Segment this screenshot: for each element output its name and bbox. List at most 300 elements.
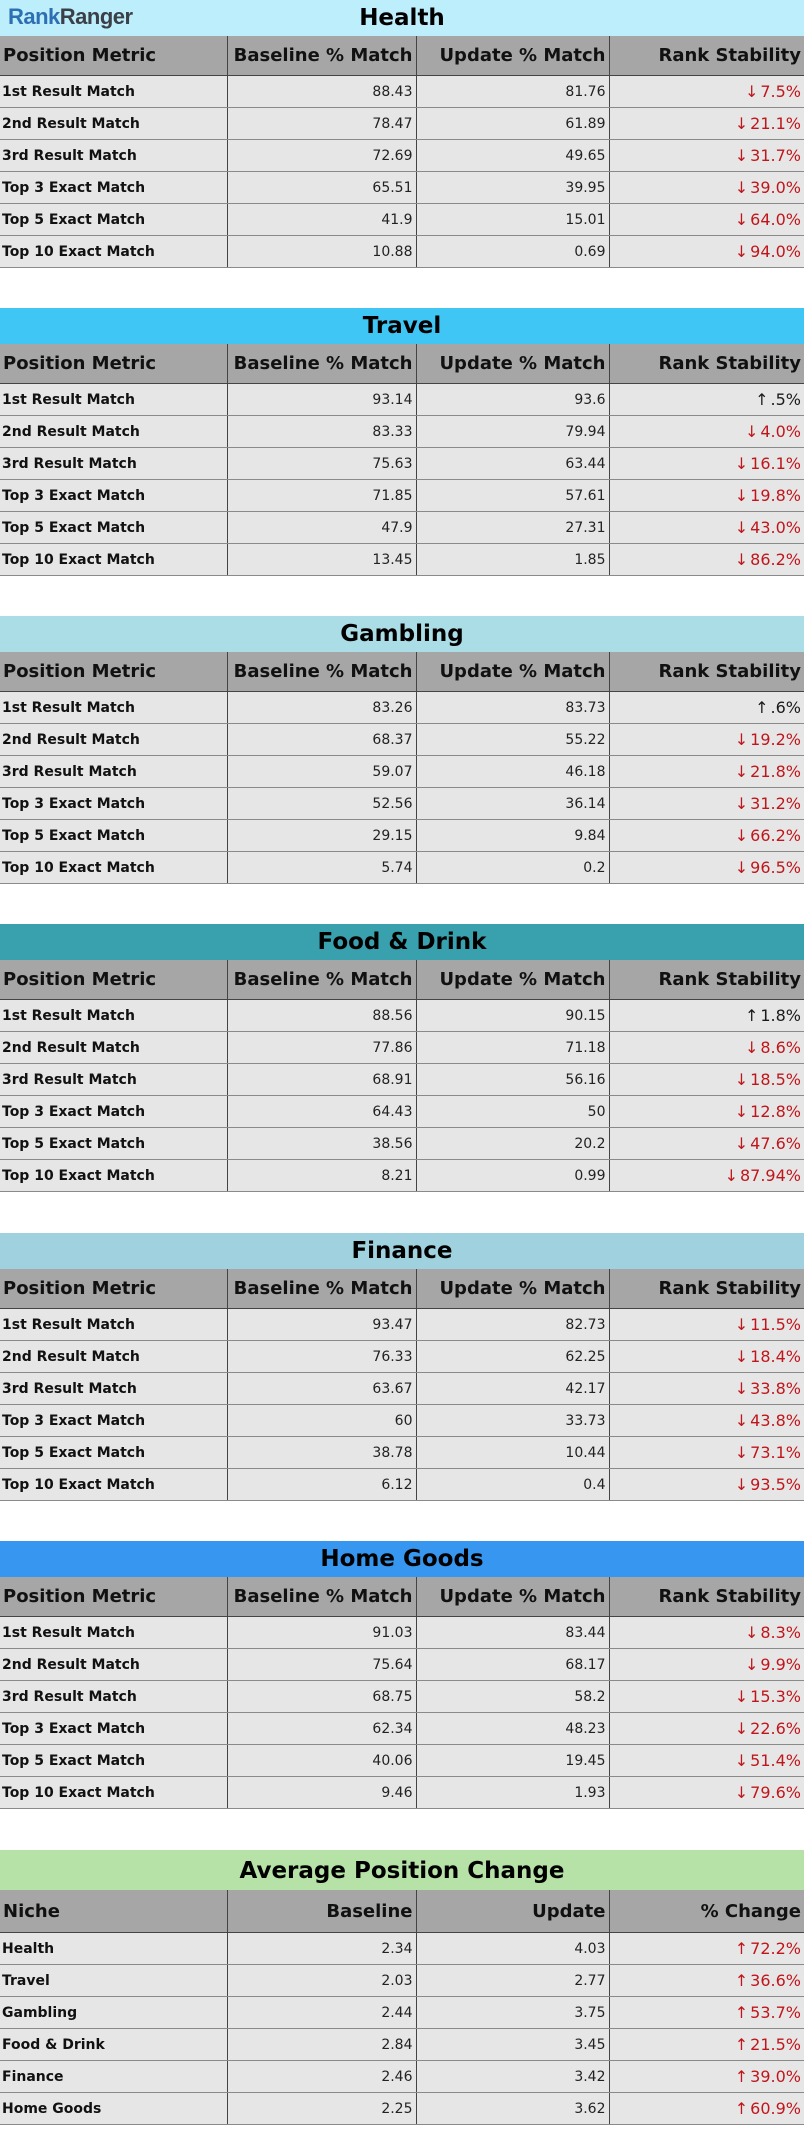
table-row	[0, 416, 804, 448]
arrow-up-icon: ↑	[734, 2067, 749, 2086]
baseline-value: 2.03	[227, 1965, 416, 1997]
update-value: 2.77	[416, 1965, 609, 1997]
rank-stability-value: 9.9%	[760, 1655, 801, 1674]
metric-name: 1st Result Match	[0, 1309, 227, 1341]
baseline-value: 10.88	[227, 236, 416, 268]
rank-stability	[609, 204, 804, 236]
rank-stability-value: 1.8%	[760, 1006, 801, 1025]
rank-stability	[609, 1777, 804, 1809]
rank-stability-value: 79.6%	[750, 1783, 801, 1802]
arrow-down-icon: ↓	[734, 1475, 749, 1494]
metric-name: 1st Result Match	[0, 384, 227, 416]
baseline-value: 5.74	[227, 852, 416, 884]
rank-stability	[609, 1617, 804, 1649]
table-row	[0, 1745, 804, 1777]
baseline-value: 72.69	[227, 140, 416, 172]
rank-stability-value: 21.1%	[750, 114, 801, 133]
arrow-down-icon: ↓	[734, 762, 749, 781]
metric-name: 3rd Result Match	[0, 1373, 227, 1405]
metric-name: Top 5 Exact Match	[0, 820, 227, 852]
baseline-value: 41.9	[227, 204, 416, 236]
metric-name: 1st Result Match	[0, 76, 227, 108]
column-header-update: Update % Match	[416, 344, 609, 384]
metrics-table	[0, 344, 804, 576]
baseline-value: 62.34	[227, 1713, 416, 1745]
baseline-value: 2.44	[227, 1997, 416, 2029]
baseline-value: 68.75	[227, 1681, 416, 1713]
table-row	[0, 724, 804, 756]
arrow-down-icon: ↓	[744, 422, 759, 441]
metric-name: 3rd Result Match	[0, 448, 227, 480]
update-value: 1.93	[416, 1777, 609, 1809]
arrow-down-icon: ↓	[744, 1038, 759, 1057]
column-header-baseline: Baseline % Match	[227, 1269, 416, 1309]
baseline-value: 59.07	[227, 756, 416, 788]
column-header-stability: Rank Stability	[609, 652, 804, 692]
update-value: 0.2	[416, 852, 609, 884]
baseline-value: 52.56	[227, 788, 416, 820]
table-row	[0, 1000, 804, 1032]
niche-name: Food & Drink	[0, 2029, 227, 2061]
niche-name: Travel	[0, 1965, 227, 1997]
column-header-update: Update	[416, 1890, 609, 1933]
column-header-metric: Position Metric	[0, 344, 227, 384]
update-value: 0.99	[416, 1160, 609, 1192]
baseline-value: 38.56	[227, 1128, 416, 1160]
table-row	[0, 1032, 804, 1064]
logo-ranger: Ranger	[59, 4, 133, 29]
arrow-down-icon: ↓	[734, 730, 749, 749]
table-row	[0, 1096, 804, 1128]
rank-stability	[609, 1373, 804, 1405]
rank-stability-value: 96.5%	[750, 858, 801, 877]
table-row	[0, 1405, 804, 1437]
table-header-row	[0, 1269, 804, 1309]
metric-name: Top 3 Exact Match	[0, 788, 227, 820]
column-header-niche: Niche	[0, 1890, 227, 1933]
rank-stability-value: 21.8%	[750, 762, 801, 781]
arrow-down-icon: ↓	[734, 1719, 749, 1738]
update-value: 1.85	[416, 544, 609, 576]
rank-stability-value: 33.8%	[750, 1379, 801, 1398]
table-row	[0, 788, 804, 820]
rank-stability	[609, 1000, 804, 1032]
baseline-value: 91.03	[227, 1617, 416, 1649]
table-header-row	[0, 960, 804, 1000]
arrow-down-icon: ↓	[744, 1623, 759, 1642]
rank-stability-value: 8.3%	[760, 1623, 801, 1642]
update-value: 61.89	[416, 108, 609, 140]
table-row	[0, 1341, 804, 1373]
arrow-down-icon: ↓	[734, 1751, 749, 1770]
update-value: 0.4	[416, 1469, 609, 1501]
section-finance	[0, 1233, 804, 1501]
rank-stability-value: 4.0%	[760, 422, 801, 441]
arrow-down-icon: ↓	[744, 82, 759, 101]
rank-stability-value: 39.0%	[750, 178, 801, 197]
rank-stability-value: 15.3%	[750, 1687, 801, 1706]
column-header-stability: Rank Stability	[609, 960, 804, 1000]
rank-stability	[609, 692, 804, 724]
metric-name: Top 10 Exact Match	[0, 1160, 227, 1192]
arrow-up-icon: ↑	[734, 1971, 749, 1990]
arrow-down-icon: ↓	[734, 518, 749, 537]
update-value: 56.16	[416, 1064, 609, 1096]
update-value: 46.18	[416, 756, 609, 788]
rank-stability	[609, 384, 804, 416]
baseline-value: 6.12	[227, 1469, 416, 1501]
percent-change-value: 53.7%	[750, 2003, 801, 2022]
table-row	[0, 108, 804, 140]
metric-name: 1st Result Match	[0, 692, 227, 724]
update-value: 19.45	[416, 1745, 609, 1777]
baseline-value: 93.14	[227, 384, 416, 416]
arrow-down-icon: ↓	[734, 1379, 749, 1398]
update-value: 3.45	[416, 2029, 609, 2061]
table-row	[0, 692, 804, 724]
arrow-up-icon: ↑	[734, 2003, 749, 2022]
update-value: 90.15	[416, 1000, 609, 1032]
table-row	[0, 512, 804, 544]
baseline-value: 71.85	[227, 480, 416, 512]
metrics-table	[0, 1269, 804, 1501]
table-header-row	[0, 344, 804, 384]
update-value: 57.61	[416, 480, 609, 512]
section-food_drink	[0, 924, 804, 1192]
rank-stability-value: 31.2%	[750, 794, 801, 813]
table-row	[0, 1437, 804, 1469]
rank-stability	[609, 1309, 804, 1341]
table-row	[0, 236, 804, 268]
baseline-value: 2.25	[227, 2093, 416, 2125]
arrow-up-icon: ↑	[734, 1939, 749, 1958]
percent-change	[609, 2029, 804, 2061]
metric-name: Top 10 Exact Match	[0, 544, 227, 576]
update-value: 20.2	[416, 1128, 609, 1160]
arrow-down-icon: ↓	[734, 178, 749, 197]
baseline-value: 2.46	[227, 2061, 416, 2093]
metric-name: Top 10 Exact Match	[0, 1469, 227, 1501]
logo	[8, 0, 133, 36]
update-value: 48.23	[416, 1713, 609, 1745]
table-row	[0, 1617, 804, 1649]
table-row	[0, 172, 804, 204]
column-header-baseline: Baseline % Match	[227, 344, 416, 384]
rank-stability-value: 18.5%	[750, 1070, 801, 1089]
table-row	[0, 1064, 804, 1096]
percent-change	[609, 1933, 804, 1965]
table-row	[0, 1933, 804, 1965]
rank-stability	[609, 1160, 804, 1192]
rank-stability	[609, 1437, 804, 1469]
metrics-table	[0, 1577, 804, 1809]
arrow-down-icon: ↓	[734, 550, 749, 569]
metric-name: 3rd Result Match	[0, 756, 227, 788]
update-value: 93.6	[416, 384, 609, 416]
metric-name: Top 10 Exact Match	[0, 852, 227, 884]
table-row	[0, 1373, 804, 1405]
column-header-update: Update % Match	[416, 960, 609, 1000]
update-value: 9.84	[416, 820, 609, 852]
arrow-down-icon: ↓	[724, 1166, 738, 1185]
rank-stability	[609, 448, 804, 480]
baseline-value: 75.63	[227, 448, 416, 480]
baseline-value: 77.86	[227, 1032, 416, 1064]
baseline-value: 40.06	[227, 1745, 416, 1777]
rank-stability	[609, 1649, 804, 1681]
arrow-down-icon: ↓	[734, 858, 749, 877]
table-row	[0, 448, 804, 480]
rank-stability	[609, 852, 804, 884]
table-header-row	[0, 652, 804, 692]
rank-stability-value: 87.94%	[739, 1166, 801, 1185]
rank-stability	[609, 1405, 804, 1437]
baseline-value: 93.47	[227, 1309, 416, 1341]
column-header-metric: Position Metric	[0, 652, 227, 692]
percent-change-value: 60.9%	[750, 2099, 801, 2118]
baseline-value: 2.34	[227, 1933, 416, 1965]
rank-stability-value: 66.2%	[750, 826, 801, 845]
update-value: 10.44	[416, 1437, 609, 1469]
update-value: 0.69	[416, 236, 609, 268]
column-header-stability: Rank Stability	[609, 36, 804, 76]
metric-name: Top 10 Exact Match	[0, 1777, 227, 1809]
update-value: 49.65	[416, 140, 609, 172]
arrow-down-icon: ↓	[734, 1102, 749, 1121]
update-value: 62.25	[416, 1341, 609, 1373]
rank-stability-value: 43.8%	[750, 1411, 801, 1430]
rank-stability	[609, 724, 804, 756]
baseline-value: 38.78	[227, 1437, 416, 1469]
table-row	[0, 2093, 804, 2125]
table-row	[0, 852, 804, 884]
column-header-metric: Position Metric	[0, 1577, 227, 1617]
table-row	[0, 204, 804, 236]
metric-name: 3rd Result Match	[0, 1681, 227, 1713]
table-row	[0, 1997, 804, 2029]
update-value: 81.76	[416, 76, 609, 108]
arrow-down-icon: ↓	[734, 146, 749, 165]
section-average-position-change	[0, 1850, 804, 2125]
rank-stability-value: 12.8%	[750, 1102, 801, 1121]
table-row	[0, 76, 804, 108]
arrow-down-icon: ↓	[734, 486, 749, 505]
metric-name: 2nd Result Match	[0, 416, 227, 448]
rank-stability-value: 93.5%	[750, 1475, 801, 1494]
percent-change	[609, 2093, 804, 2125]
table-row	[0, 1649, 804, 1681]
rank-stability	[609, 1469, 804, 1501]
section-title: Health	[0, 0, 804, 36]
baseline-value: 88.56	[227, 1000, 416, 1032]
arrow-down-icon: ↓	[744, 1655, 759, 1674]
arrow-down-icon: ↓	[734, 454, 749, 473]
column-header-baseline: Baseline % Match	[227, 652, 416, 692]
metric-name: 1st Result Match	[0, 1000, 227, 1032]
baseline-value: 76.33	[227, 1341, 416, 1373]
metric-name: Top 10 Exact Match	[0, 236, 227, 268]
update-value: 68.17	[416, 1649, 609, 1681]
rank-stability-value: 16.1%	[750, 454, 801, 473]
metric-name: Top 5 Exact Match	[0, 1437, 227, 1469]
arrow-down-icon: ↓	[734, 1443, 749, 1462]
column-header-metric: Position Metric	[0, 1269, 227, 1309]
update-value: 55.22	[416, 724, 609, 756]
rank-stability-value: 8.6%	[760, 1038, 801, 1057]
baseline-value: 88.43	[227, 76, 416, 108]
rank-stability-value: 73.1%	[750, 1443, 801, 1462]
update-value: 83.73	[416, 692, 609, 724]
metric-name: Top 5 Exact Match	[0, 1128, 227, 1160]
metric-name: 3rd Result Match	[0, 140, 227, 172]
percent-change-value: 36.6%	[750, 1971, 801, 1990]
update-value: 82.73	[416, 1309, 609, 1341]
percent-change	[609, 1965, 804, 1997]
rank-stability-value: 86.2%	[750, 550, 801, 569]
table-row	[0, 1160, 804, 1192]
section-title: Finance	[0, 1233, 804, 1269]
update-value: 33.73	[416, 1405, 609, 1437]
metrics-table	[0, 652, 804, 884]
arrow-up-icon: ↑	[734, 2099, 749, 2118]
baseline-value: 9.46	[227, 1777, 416, 1809]
metric-name: 2nd Result Match	[0, 1649, 227, 1681]
metric-name: 2nd Result Match	[0, 1032, 227, 1064]
table-row	[0, 1681, 804, 1713]
update-value: 79.94	[416, 416, 609, 448]
baseline-value: 60	[227, 1405, 416, 1437]
rank-stability-value: 51.4%	[750, 1751, 801, 1770]
section-travel	[0, 308, 804, 576]
arrow-down-icon: ↓	[734, 210, 749, 229]
table-row	[0, 2061, 804, 2093]
rank-stability	[609, 1128, 804, 1160]
rank-stability	[609, 1681, 804, 1713]
metrics-table	[0, 960, 804, 1192]
table-row	[0, 1309, 804, 1341]
metric-name: Top 3 Exact Match	[0, 1096, 227, 1128]
rank-stability	[609, 820, 804, 852]
arrow-down-icon: ↓	[734, 1134, 749, 1153]
rank-stability-value: 64.0%	[750, 210, 801, 229]
rank-stability-value: 18.4%	[750, 1347, 801, 1366]
rank-stability	[609, 140, 804, 172]
rank-stability-value: 31.7%	[750, 146, 801, 165]
table-row	[0, 1777, 804, 1809]
update-value: 50	[416, 1096, 609, 1128]
update-value: 63.44	[416, 448, 609, 480]
baseline-value: 83.33	[227, 416, 416, 448]
update-value: 3.75	[416, 1997, 609, 2029]
rank-stability	[609, 512, 804, 544]
column-header-change: % Change	[609, 1890, 804, 1933]
percent-change-value: 72.2%	[750, 1939, 801, 1958]
update-value: 39.95	[416, 172, 609, 204]
rank-stability-value: 7.5%	[760, 82, 801, 101]
section-title: Travel	[0, 308, 804, 344]
metric-name: 3rd Result Match	[0, 1064, 227, 1096]
baseline-value: 8.21	[227, 1160, 416, 1192]
baseline-value: 65.51	[227, 172, 416, 204]
arrow-down-icon: ↓	[734, 1070, 749, 1089]
metric-name: 1st Result Match	[0, 1617, 227, 1649]
section-health	[0, 0, 804, 268]
baseline-value: 68.91	[227, 1064, 416, 1096]
table-header-row	[0, 1890, 804, 1933]
average-table	[0, 1890, 804, 2125]
rank-stability-value: 47.6%	[750, 1134, 801, 1153]
baseline-value: 68.37	[227, 724, 416, 756]
update-value: 3.62	[416, 2093, 609, 2125]
rank-stability	[609, 1713, 804, 1745]
metric-name: Top 3 Exact Match	[0, 172, 227, 204]
percent-change	[609, 1997, 804, 2029]
arrow-down-icon: ↓	[734, 1783, 749, 1802]
column-header-metric: Position Metric	[0, 36, 227, 76]
rank-stability	[609, 236, 804, 268]
baseline-value: 64.43	[227, 1096, 416, 1128]
metrics-table	[0, 36, 804, 268]
arrow-up-icon: ↑	[734, 2035, 749, 2054]
update-value: 71.18	[416, 1032, 609, 1064]
update-value: 27.31	[416, 512, 609, 544]
table-row	[0, 1713, 804, 1745]
column-header-update: Update % Match	[416, 1577, 609, 1617]
update-value: 3.42	[416, 2061, 609, 2093]
table-header-row	[0, 36, 804, 76]
rank-stability	[609, 1064, 804, 1096]
rank-stability-value: 22.6%	[750, 1719, 801, 1738]
section-title: Gambling	[0, 616, 804, 652]
rank-stability	[609, 1745, 804, 1777]
baseline-value: 2.84	[227, 2029, 416, 2061]
rank-stability	[609, 108, 804, 140]
column-header-metric: Position Metric	[0, 960, 227, 1000]
table-header-row	[0, 1577, 804, 1617]
percent-change-value: 21.5%	[750, 2035, 801, 2054]
update-value: 36.14	[416, 788, 609, 820]
baseline-value: 13.45	[227, 544, 416, 576]
column-header-stability: Rank Stability	[609, 1269, 804, 1309]
table-row	[0, 756, 804, 788]
metric-name: Top 5 Exact Match	[0, 1745, 227, 1777]
arrow-down-icon: ↓	[734, 1411, 749, 1430]
baseline-value: 75.64	[227, 1649, 416, 1681]
baseline-value: 47.9	[227, 512, 416, 544]
update-value: 42.17	[416, 1373, 609, 1405]
table-row	[0, 384, 804, 416]
arrow-down-icon: ↓	[734, 826, 749, 845]
logo-rank: Rank	[8, 4, 60, 29]
baseline-value: 78.47	[227, 108, 416, 140]
section-title: Home Goods	[0, 1541, 804, 1577]
rank-stability-value: 19.8%	[750, 486, 801, 505]
column-header-baseline: Baseline % Match	[227, 960, 416, 1000]
metric-name: 2nd Result Match	[0, 1341, 227, 1373]
niche-name: Home Goods	[0, 2093, 227, 2125]
rank-stability-value: .5%	[770, 390, 801, 409]
niche-name: Health	[0, 1933, 227, 1965]
niche-name: Finance	[0, 2061, 227, 2093]
rank-stability	[609, 1341, 804, 1373]
metric-name: 2nd Result Match	[0, 724, 227, 756]
metric-name: Top 3 Exact Match	[0, 1713, 227, 1745]
percent-change-value: 39.0%	[750, 2067, 801, 2086]
table-row	[0, 1965, 804, 1997]
update-value: 83.44	[416, 1617, 609, 1649]
metric-name: Top 3 Exact Match	[0, 480, 227, 512]
column-header-stability: Rank Stability	[609, 1577, 804, 1617]
